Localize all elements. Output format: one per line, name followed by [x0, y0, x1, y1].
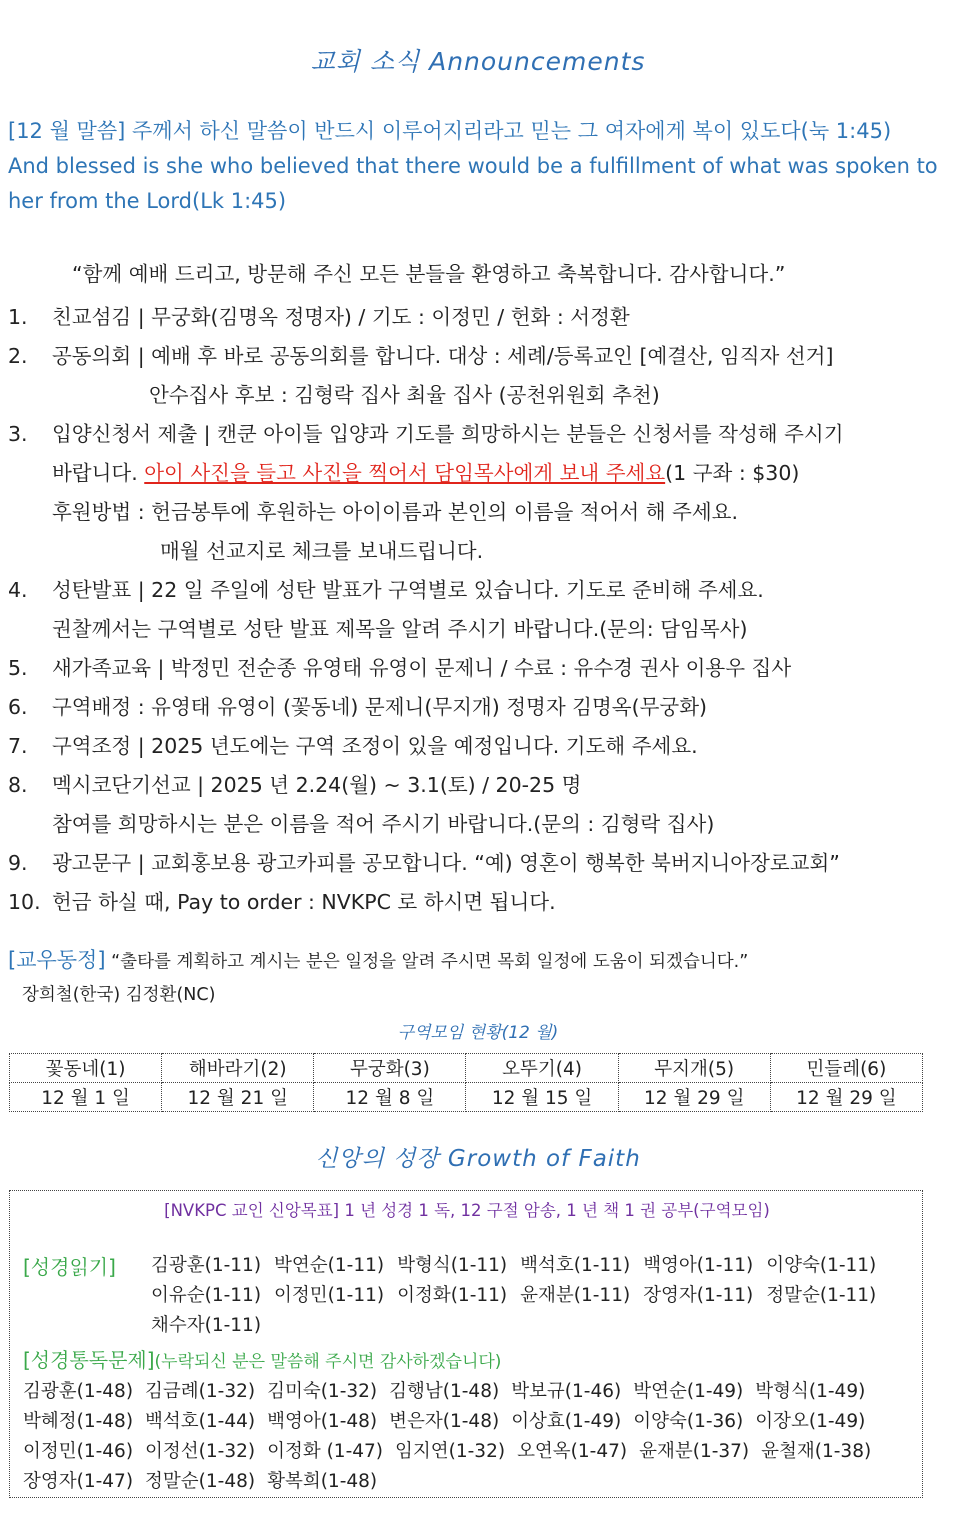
announcement-item [8, 298, 943, 337]
list-item: 임지연(1-32) [395, 1441, 506, 1462]
announcement-item [8, 688, 943, 727]
item-text: 구역조정 | 2025 년도에는 구역 조정이 있을 예정입니다. 기도해 주세요. [52, 734, 698, 758]
list-item: 정말순(1-48) [145, 1471, 256, 1492]
item-number: 6. [8, 695, 28, 719]
table-cell: 12 월 21 일 [162, 1083, 314, 1112]
item-subtext: 참여를 희망하시는 분은 이름을 적어 주시기 바랍니다.(문의 : 김형락 집사) [52, 812, 715, 836]
table-cell: 12 월 8 일 [314, 1083, 466, 1112]
list-item: 이정화(1-11) [397, 1285, 508, 1306]
announcement-item [8, 337, 943, 415]
item-text: 광고문구 | 교회홍보용 광고카피를 공모합니다. “예) 영혼이 행복한 북버지니아장로교회” [52, 851, 840, 875]
list-item: 이유순(1-11) [151, 1285, 262, 1306]
announcement-list [8, 298, 943, 922]
cell-meeting-table [9, 1053, 923, 1112]
table-header-row [10, 1054, 923, 1083]
announcement-item [8, 844, 943, 883]
verse-english: And blessed is she who believed that there would be a fulfillment of what was spoken to her from the Lord(Lk 1:45) [8, 154, 938, 213]
item-number: 9. [8, 851, 28, 875]
item-text: 새가족교육 | 박정민 전순종 유영태 유영이 문제니 / 수료 : 유수경 권사 이용우 집사 [52, 656, 792, 680]
list-item: 윤재분(1-11) [520, 1285, 631, 1306]
bible-reading-list [151, 1251, 916, 1341]
bible-reading-tag: [성경읽기] [23, 1255, 116, 1279]
member-news-text: “출타를 계획하고 계시는 분은 일정을 알려 주시면 목회 일정에 도움이 되겠습니다.” [111, 952, 749, 972]
list-item: 김행남(1-48) [389, 1381, 500, 1402]
growth-title: 신앙의 성장 Growth of Faith [315, 1146, 641, 1172]
announcement-item [8, 649, 943, 688]
table-header-cell: 민들레(6) [770, 1054, 922, 1083]
list-item: 박혜정(1-48) [23, 1411, 134, 1432]
item-text-part: 바랍니다. [52, 461, 145, 485]
list-item: 박연순(1-49) [633, 1381, 744, 1402]
item-subtext [52, 454, 943, 493]
item-subtext: 매월 선교지로 체크를 보내드립니다. [160, 539, 484, 563]
announcement-item [8, 766, 943, 844]
list-item: 박연순(1-11) [274, 1255, 385, 1276]
bible-problem-tag [23, 1344, 501, 1373]
problem-tag-label: [성경통독문제] [23, 1348, 155, 1372]
list-item: 변은자(1-48) [389, 1411, 500, 1432]
item-number: 5. [8, 656, 28, 680]
list-item: 정말순(1-11) [766, 1285, 877, 1306]
announcement-item [8, 415, 943, 571]
item-number: 3. [8, 422, 28, 446]
item-number: 8. [8, 773, 28, 797]
item-subtext: 안수집사 후보 : 김형락 집사 최율 집사 (공천위원회 추천) [149, 383, 660, 407]
list-item: 이양숙(1-11) [766, 1255, 877, 1276]
highlight-text: 아이 사진을 들고 사진을 찍어서 담임목사에게 보내 주세요 [144, 461, 666, 485]
list-item: 김금례(1-32) [145, 1381, 256, 1402]
list-item: 박형식(1-11) [397, 1255, 508, 1276]
item-text: 입양신청서 제출 | 캔쿤 아이들 입양과 기도를 희망하시는 분들은 신청서를 작성해 주시기 [52, 422, 844, 446]
table-header-cell: 꽃동네(1) [10, 1054, 162, 1083]
item-number: 2. [8, 344, 28, 368]
list-item: 황복희(1-48) [267, 1471, 378, 1492]
list-item: 오연옥(1-47) [517, 1441, 628, 1462]
list-item: 백영아(1-11) [643, 1255, 754, 1276]
member-news [8, 944, 943, 1012]
item-number: 7. [8, 734, 28, 758]
table-cell: 12 월 29 일 [618, 1083, 770, 1112]
list-item: 이정민(1-11) [274, 1285, 385, 1306]
announcement-item [8, 727, 943, 766]
item-text: 헌금 하실 때, Pay to order : NVKPC 로 하시면 됩니다. [52, 890, 556, 914]
announcement-item [8, 883, 943, 922]
bible-problem-list [23, 1377, 918, 1497]
item-text: 멕시코단기선교 | 2025 년 2.24(월) ~ 3.1(토) / 20-25 명 [52, 773, 582, 797]
item-number: 4. [8, 578, 28, 602]
list-item: 박보규(1-46) [511, 1381, 622, 1402]
list-item: 이정민(1-46) [23, 1441, 134, 1462]
list-item: 김광훈(1-48) [23, 1381, 134, 1402]
table-cell: 12 월 15 일 [466, 1083, 618, 1112]
item-subtext: 후원방법 : 헌금봉투에 후원하는 아이이름과 본인의 이름을 적어서 해 주세요. [52, 500, 738, 524]
announcement-item [8, 571, 943, 649]
verse-korean: [12 월 말씀] 주께서 하신 말씀이 반드시 이루어지리라고 믿는 그 여자에게 복이 있도다(눅 1:45) [8, 119, 892, 143]
list-item: 백영아(1-48) [267, 1411, 378, 1432]
monthly-verse [8, 114, 943, 219]
item-text: 구역배정 : 유영태 유영이 (꽃동네) 문제니(무지개) 정명자 김명옥(무궁화) [52, 695, 707, 719]
list-item: 장영자(1-11) [643, 1285, 754, 1306]
table-cell: 12 월 29 일 [770, 1083, 922, 1112]
table-row [10, 1083, 923, 1112]
list-item: 이양숙(1-36) [633, 1411, 744, 1432]
list-item: 이장오(1-49) [755, 1411, 866, 1432]
table-header-cell: 오뚜기(4) [466, 1054, 618, 1083]
list-item: 이정화 (1-47) [267, 1441, 384, 1462]
item-number: 1. [8, 305, 28, 329]
item-text: 성탄발표 | 22 일 주일에 성탄 발표가 구역별로 있습니다. 기도로 준비해 주세요. [52, 578, 764, 602]
list-item: 백석호(1-11) [520, 1255, 631, 1276]
table-cell: 12 월 1 일 [10, 1083, 162, 1112]
welcome-message: “함께 예배 드리고, 방문해 주신 모든 분들을 환영하고 축복합니다. 감사합니다.” [72, 262, 786, 286]
cell-meeting-caption: 구역모임 현황(12 월) [397, 1023, 559, 1043]
member-news-names: 장희철(한국) 김정환(NC) [22, 985, 216, 1005]
list-item: 이상효(1-49) [511, 1411, 622, 1432]
list-item: 이정선(1-32) [145, 1441, 256, 1462]
faith-goal: [NVKPC 교인 신앙목표] 1 년 성경 1 독, 12 구절 암송, 1 년 책 1 권 공부(구역모임) [164, 1201, 770, 1220]
table-header-cell: 해바라기(2) [162, 1054, 314, 1083]
page-title: 교회 소식 Announcements [310, 47, 646, 76]
list-item: 김광훈(1-11) [151, 1255, 262, 1276]
table-header-cell: 무지개(5) [618, 1054, 770, 1083]
item-text: 공동의회 | 예배 후 바로 공동의회를 합니다. 대상 : 세례/등록교인 [예결산, 임직자 선거] [52, 344, 834, 368]
item-subtext: 권찰께서는 구역별로 성탄 발표 제목을 알려 주시기 바랍니다.(문의: 담임목사) [52, 617, 748, 641]
list-item: 장영자(1-47) [23, 1471, 134, 1492]
problem-tag-note: (누락되신 분은 말씀해 주시면 감사하겠습니다) [154, 1352, 502, 1372]
list-item: 채수자(1-11) [151, 1315, 262, 1336]
member-news-tag: [교우동정] [8, 948, 106, 972]
list-item: 백석호(1-44) [145, 1411, 256, 1432]
item-text: 친교섬김 | 무궁화(김명옥 정명자) / 기도 : 이정민 / 헌화 : 서정환 [52, 305, 630, 329]
list-item: 박형식(1-49) [755, 1381, 866, 1402]
list-item: 윤재분(1-37) [639, 1441, 750, 1462]
list-item: 김미숙(1-32) [267, 1381, 378, 1402]
list-item: 윤철재(1-38) [761, 1441, 872, 1462]
table-header-cell: 무궁화(3) [314, 1054, 466, 1083]
growth-box [9, 1190, 923, 1498]
item-number: 10. [8, 890, 41, 914]
item-text-part: (1 구좌 : $30) [665, 461, 800, 485]
